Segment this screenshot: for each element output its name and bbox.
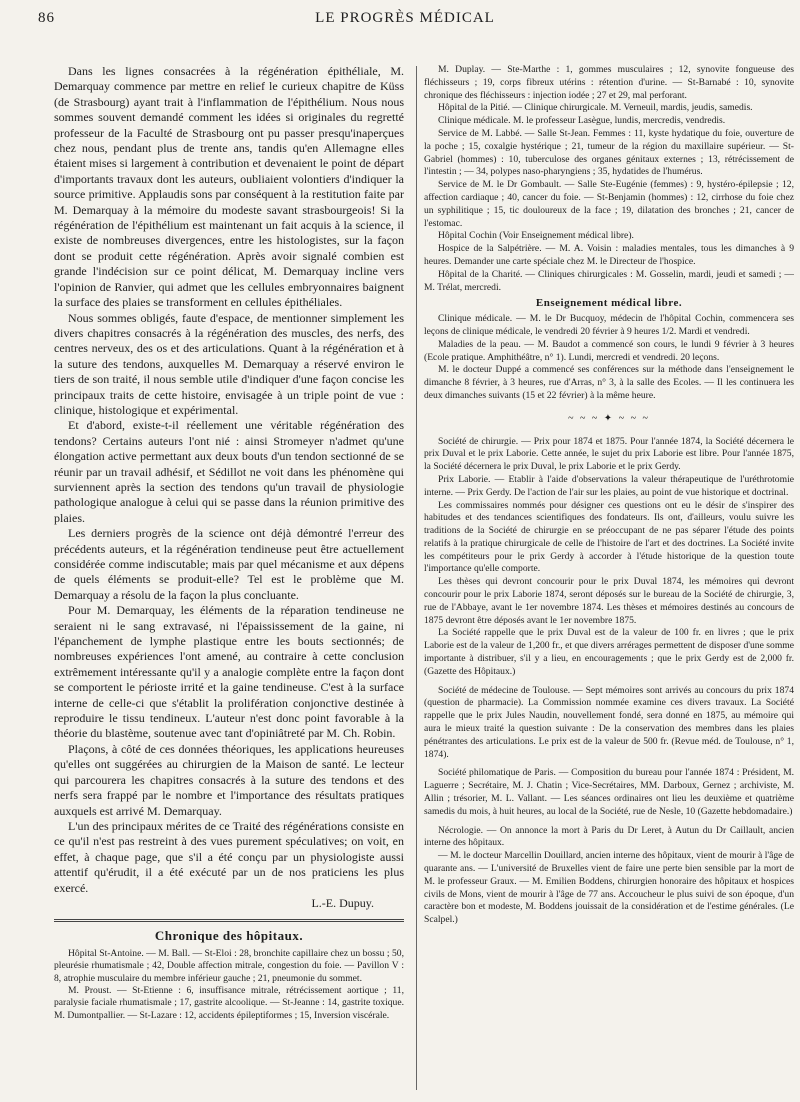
review-paragraph: Nous sommes obligés, faute d'espace, de mentionner simplement les divers chapitres consacrés à la régénération des muscles, des nerfs, des centres nerveux, des os et des articulations. Quant à la régénération et à la suture des tendons, auxquelles M. Demarquay a réservé environ le tiers de son traité, il nous semble utile d'indiquer d'une façon concise les principaux traits de cette histoire, envisagée à un triple point de vue : clinique, histologique et expérimental.: [54, 310, 404, 417]
author-signature: L.-E. Dupuy.: [311, 895, 374, 910]
column-divider: [416, 66, 417, 1090]
page-number: 86: [38, 10, 55, 26]
news-entry: Société de chirurgie. — Prix pour 1874 et 1875. Pour l'année 1874, la Société décernera le prix Duval et le prix Laborie. Cette année, le sujet du prix Laborie est libre. Pour l'année 1875, la Société décernera le prix Duval, le prix Laborie et le prix Gerdy.: [424, 435, 794, 473]
chronique-paragraph: Hôpital St-Antoine. — M. Ball. — St-Eloi : 28, bronchite capillaire chez un bossu ; 50, pleurésie rhumatismale ; 42, Double affection mitrale, congestion du foie. — Pavillon V : 8, atrophie musculaire du membre inférieur gauche ; 21, pneumonie du sommet.: [54, 947, 404, 984]
section-separator: [54, 919, 404, 922]
news-entry: Société de médecine de Toulouse. — Sept mémoires sont arrivés au concours du prix 1874 (question de pharmacie). La Commission nommée examine ces divers travaux. La Société rappelle que le prix Jules Naudin, nouvellement fondé, sera donné en 1875, au mémoire qui aura le mieux traité la question suivante : De la conservation des membres dans les plaies pénétrantes des articulations. Le prix est de la valeur de 500 fr. (Revue méd. de Toulouse, n° 1, 1874).: [424, 684, 794, 760]
news-entry: Nécrologie. — On annonce la mort à Paris du Dr Leret, à Autun du Dr Caillault, ancien interne des hôpitaux.: [424, 824, 794, 849]
enseignement-entry: Clinique médicale. — M. le Dr Bucquoy, médecin de l'hôpital Cochin, commencera ses leçons de clinique médicale, le vendredi 20 février à 9 heures 1/2. Mardi et vendredi.: [424, 313, 794, 337]
section-title: Chronique des hôpitaux.: [154, 928, 304, 944]
hospital-entry: Service de M. le Dr Gombault. — Salle Ste-Eugénie (femmes) : 9, hystéro-épilepsie ; 12, affection cardiaque ; 40, cancer du foie. — St-Benjamin (hommes) : 12, cirrhose du foie chez un syphilitique ; 15, tic douloureux de la face ; 19, dilatation des bronches ; 21, cancer de l'estomac.: [424, 179, 794, 229]
hospital-entry: Hôpital de la Pitié. — Clinique chirurgicale. M. Verneuil, mardis, jeudis, samedis.: [438, 102, 753, 114]
news-entry: La Société rappelle que le prix Duval est de la valeur de 100 fr. en livres ; que le prix Laborie est de la valeur de 1,200 fr., et que divers arrérages permettent de disposer d'une somme importante à distribuer, s'il y a lieu, en encouragements ; que le prix Gerdy est de 2,000 fr. (Gazette des Hôpitaux.): [424, 627, 794, 677]
review-paragraph: Pour M. Demarquay, les éléments de la réparation tendineuse ne seraient ni le sang extravasé, ni l'épaississement de la gaine, ni l'épanchement de lymphe plastique entre les bouts sectionnés; de nombreuses expériences l'ont amené, au contraire à cette conclusion extrêmement intéressante qu'il y a analogie complète entre la façon dont se comportent le périoste irrité et la gaine tendineuse. C'est à la surface interne de celle-ci que s'établit la prolifération conjonctive destinée à reproduire le tissu tendineux. L'auteur n'est donc point favorable à la théorie du blastème, soutenue avec tant d'opiniâtreté par M. Ch. Robin.: [54, 603, 404, 741]
review-paragraph: Les derniers progrès de la science ont déjà démontré l'erreur des précédents auteurs, et la régénération tendineuse peut être actuellement considérée comme indiscutable; mais par quel mécanisme et aux dépens de quels éléments se produit-elle? Tel est le problème que M. Demarquay a résolu de la façon la plus concluante.: [54, 526, 404, 602]
enseignement-title: Enseignement médical libre.: [535, 297, 683, 310]
news-entry: Prix Laborie. — Etablir à l'aide d'observations la valeur thérapeutique de l'uréthrotomie interne. — Prix Gerdy. De l'action de l'air sur les plaies, au point de vue historique et doctrinal.: [424, 473, 794, 498]
right-column: [424, 64, 794, 1096]
journal-title: LE PROGRÈS MÉDICAL: [315, 10, 495, 26]
hospital-entry: M. Duplay. — Ste-Marthe : 1, gommes musculaires ; 12, synovite fongueuse des fléchisseurs ; 19, corps fibreux utérins : rétention d'urine. — St-Barnabé : 10, synovite chronique des fléchisseurs : injection iodée ; 27 et 29, mal perforant.: [424, 64, 794, 101]
review-paragraph: L'un des principaux mérites de ce Traité des régénérations consiste en ce qu'il n'est pas restreint à des vues purement spéculatives; on voit, en effet, à chaque page, que s'il a été conçu par un physiologiste aussi attentif qu'érudit, il a été exécuté par un de nos praticiens les plus exercé.: [54, 818, 404, 895]
left-column: [54, 64, 404, 1096]
review-paragraph: Et d'abord, existe-t-il réellement une véritable régénération des tendons? Certains auteurs l'ont nié : ainsi Stromeyer n'admet qu'une élongation active permettant aux deux bouts d'un tendon sectionné de se réunir par un travail adhésif, et Sédillot ne voit dans les phénomène qui surviennent après la section des tendons qu'un travail de physiologie pathologique analogue à celui qui se passe dans la réunion primitive des plaies.: [54, 418, 404, 525]
news-entry: Société philomatique de Paris. — Composition du bureau pour l'année 1874 : Président, M. Laguerre ; Secrétaire, M. J. Chatin ; Vice-Secrétaires, MM. Darboux, Gernez ; archiviste, M. Allin ; trésorier, M. L. Vallant. — Les séances ordinaires ont lieu les deuxième et quatrième samedis du mois, à huit heures, au local de la Société, rue de Nesle, 10 (Gazette hebdomadaire.): [424, 767, 794, 817]
enseignement-entry: Maladies de la peau. — M. Baudot a commencé son cours, le lundi 9 février à 3 heures (Ecole pratique. Amphithéâtre, n° 1). Lundi, mercredi et vendredi. 20 leçons.: [424, 338, 794, 363]
hospital-entry: Hôpital Cochin (Voir Enseignement médical libre).: [438, 230, 634, 242]
hospital-entry: Hospice de la Salpétrière. — M. A. Voisin : maladies mentales, tous les dimanches à 9 heures. Demander une carte spéciale chez M. le Directeur de l'hospice.: [424, 243, 794, 267]
enseignement-entry: M. le docteur Duppé a commencé ses conférences sur la méthode dans l'enseignement le dimanche 8 février, à 3 heures, rue d'Arras, n° 3, à la salle des Ecoles. — Il les continuera les deux dimanches suivants (15 et 22 février) à la même heure.: [424, 364, 794, 401]
ornament-divider: ~ ~ ~ ✦ ~ ~ ~: [568, 412, 650, 424]
news-entry: Les commissaires nommés pour désigner ces questions ont eu le désir de s'inspirer des habitudes et des tendances scientifiques des fondateurs. Ils ont, d'ailleurs, voulu suivre les traditions de la Société de chirurgie en se préoccupant de ne pas séparer l'étude des points relatifs à la pratique chirurgicale de celle de l'histoire de l'art et des doctrines. La Société invite les compétiteurs pour le prix Gerdy à accorder à l'étude historique de la question toute l'importance qu'elle comporte.: [424, 499, 794, 575]
page-header: [38, 6, 772, 36]
news-entry: — M. le docteur Marcellin Douillard, ancien interne des hôpitaux, vient de mourir à l'âge de quarante ans. — L'université de Bruxelles vient de faire une perte bien sensible par la mort de M. le professeur Graux. — M. Emilien Boddens, chirurgien honoraire des hôpitaux et hospices civils de Mons, vient de mourir à l'âge de 77 ans. Accoucheur le plus suivi de son époque, d'un caractère bon et modeste, M. Boddens jouissait de la considération et de l'estime générales. (Le Scalpel.): [424, 850, 794, 926]
review-paragraph: Dans les lignes consacrées à la régénération épithéliale, M. Demarquay commence par mettre en relief le curieux chapitre de Küss (de Strasbourg) ayant trait à l'inflammation de l'épithélium. Nous nous sommes souvent demandé comment les idées si originales du regretté professeur de la Faculté de Strasbourg ont pu passer presqu'inaperçues chez nous, pendant plus de trente ans, tandis qu'en Allemagne elles étaient mises si largement à contribution et devenaient le point de départ d'importants travaux dont les auteurs, oubliaient volontiers d'indiquer la source primitive. Applaudis sons par conséquent à la restitution faite par M. Demarquay à la mémoire du modeste savant strasbourgeois! Si la régénération de l'épithélium est maintenant un fait acquis à la science, il existe de nombreuses divergences, entre les histologistes, sur la façon dont se produit cette régénération. Après avoir signalé combien est grande l'indécision sur ce point délicat, M. Demarquay incline vers l'opinion de Ranvier, qui admet que les cellules embryonnaires baignent la surface des plaies se transforment en cellules épithéliales.: [54, 64, 404, 310]
review-paragraph: Plaçons, à côté de ces données théoriques, les applications heureuses qu'elles ont suggérées au chirurgien de la Maison de santé. Le lecteur qui parcourera les chapitres consacrés à la suture des tendons et des nerfs sera frappé par le nombre et l'importance des résultats pratiques auxquels est arrivé M. Demarquay.: [54, 741, 404, 818]
hospital-entry: Hôpital de la Charité. — Cliniques chirurgicales : M. Gosselin, mardi, jeudi et samedi ; — M. Trélat, mercredi.: [424, 268, 794, 293]
hospital-entry: Service de M. Labbé. — Salle St-Jean. Femmes : 11, kyste hydatique du foie, ouverture de la poche ; 15, coxalgie hystérique ; 21, tumeur de la région du maxillaire supérieur. — St-Gabriel (hommes) : 10, tuberculose des organes génitaux externes ; 13, rétrécissement de l'intestin ; — 34, polypes naso-pharyngiens ; 35, hydatides de l'humérus.: [424, 127, 794, 178]
chronique-paragraph: M. Proust. — St-Etienne : 6, insuffisance mitrale, rétrécissement aortique ; 11, paralysie faciale rhumatismale ; 17, gastrite alcoolique. — St-Jeanne : 14, gastrite toxique. M. Dumontpallier. — St-Lazare : 12, accidents épileptiformes ; 15, Inversion viscérale.: [54, 984, 404, 1021]
hospital-entry: Clinique médicale. M. le professeur Lasègue, lundis, mercredis, vendredis.: [438, 115, 726, 127]
news-entry: Les thèses qui devront concourir pour le prix Duval 1874, les mémoires qui devront concourir pour le prix Laborie 1874, seront déposés sur le bureau de la Société de chirurgie, 3, rue de l'Abbaye, avant le 1er novembre 1874. Les thèses et mémoires destinés au concours de 1875 devront être déposés avant le 1er novembre 1875.: [424, 576, 794, 626]
